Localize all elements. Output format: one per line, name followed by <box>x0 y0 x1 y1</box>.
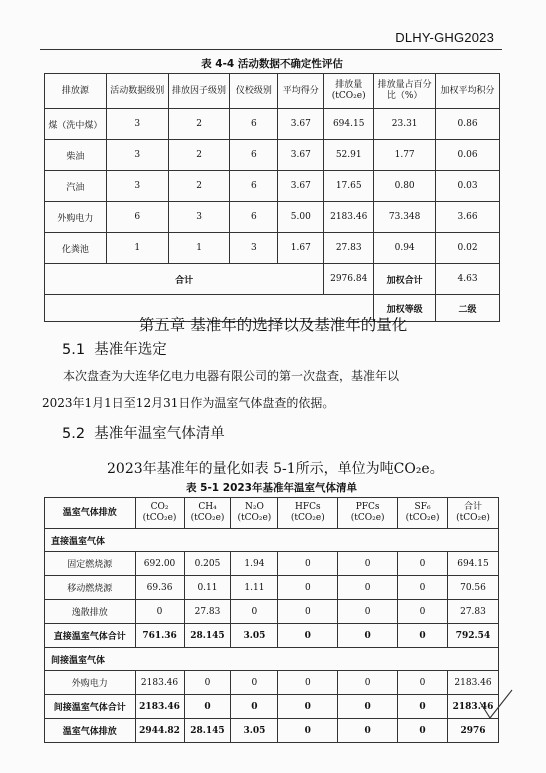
table-cell: 0 <box>278 624 338 648</box>
table-cell: 3 <box>106 109 168 140</box>
table-cell: 0 <box>398 671 448 695</box>
row-label: 外购电力 <box>45 671 136 695</box>
table-cell: 0.86 <box>436 109 500 140</box>
table-cell: 2 <box>168 109 230 140</box>
table-cell: 2183.46 <box>448 695 499 719</box>
table-cell: 3 <box>106 140 168 171</box>
table-row <box>45 109 500 140</box>
table2-corner: 温室气体排放 <box>45 498 136 529</box>
table-cell: 0 <box>338 624 398 648</box>
table-cell: 2 <box>168 140 230 171</box>
table-cell: 23.31 <box>374 109 436 140</box>
grade-value: 二级 <box>436 295 500 322</box>
table-cell: 煤（洗中煤） <box>45 109 107 140</box>
section-5-1-heading <box>62 338 167 359</box>
table-cell: 52.91 <box>324 140 374 171</box>
gas-header <box>231 498 278 529</box>
table-cell: 0 <box>278 695 338 719</box>
table-cell: 2944.82 <box>135 719 184 743</box>
table-cell: 3.67 <box>278 109 324 140</box>
chapter-title: 第五章 基准年的选择以及基准年的量化 <box>138 316 408 334</box>
table-cell: 1.94 <box>231 552 278 576</box>
table-cell: 2183.46 <box>448 671 499 695</box>
gas-unit: (tCO₂e) <box>142 513 177 523</box>
weighted-total-label: 加权合计 <box>374 264 436 295</box>
table-cell: 3 <box>106 171 168 202</box>
table-cell: 6 <box>230 109 278 140</box>
table-row <box>45 202 500 233</box>
table-cell: 0.205 <box>184 552 231 576</box>
table-cell: 3 <box>230 233 278 264</box>
row-label: 逸散排放 <box>45 600 136 624</box>
paragraph: 2023年基准年的量化如表 5-1所示，单位为吨CO₂e。 <box>107 461 444 477</box>
table-cell: 0 <box>398 576 448 600</box>
table-cell: 化粪池 <box>45 233 107 264</box>
indirect-section-label: 间接温室气体 <box>45 648 499 671</box>
total-value: 2976.84 <box>324 264 374 295</box>
section-title: 基准年选定 <box>94 342 167 358</box>
gas-name: CH₄ <box>198 502 217 512</box>
document-code: DLHY-GHG2023 <box>395 30 494 45</box>
table-cell: 694.15 <box>448 552 499 576</box>
gas-unit: (tCO₂e) <box>456 513 490 523</box>
gas-header <box>338 498 398 529</box>
table-cell: 6 <box>230 140 278 171</box>
table-cell: 2183.46 <box>135 695 184 719</box>
grade-label: 加权等级 <box>374 295 436 322</box>
gas-unit: (tCO₂e) <box>190 513 225 523</box>
table-cell: 3.05 <box>231 624 278 648</box>
table1-caption: 表 4-4 活动数据不确定性评估 <box>201 58 343 70</box>
table-cell: 3.67 <box>278 171 324 202</box>
table-cell: 73.348 <box>374 202 436 233</box>
direct-section-label: 直接温室气体 <box>45 529 499 552</box>
ghg-inventory-table <box>44 497 499 743</box>
table2-header-row <box>45 498 499 529</box>
table-cell: 0 <box>398 600 448 624</box>
row-label: 间接温室气体合计 <box>45 695 136 719</box>
paragraph-line: 2023年1月1日至12月31日作为温室气体盘查的依据。 <box>42 396 335 410</box>
table-cell: 0 <box>231 600 278 624</box>
table1-header-cell: 排放源 <box>45 74 107 109</box>
table-row <box>45 671 499 695</box>
table1-header-cell: 活动数据级别 <box>106 74 168 109</box>
table-cell: 3 <box>168 202 230 233</box>
table-cell: 0.80 <box>374 171 436 202</box>
table-cell: 0 <box>338 552 398 576</box>
table-cell: 17.65 <box>324 171 374 202</box>
indirect-total-row <box>45 695 499 719</box>
table-cell: 0 <box>135 600 184 624</box>
table1-total-row <box>45 264 500 295</box>
table-cell: 1.11 <box>231 576 278 600</box>
table-cell: 2183.46 <box>135 671 184 695</box>
table-cell: 0 <box>398 695 448 719</box>
table-cell: 0.02 <box>436 233 500 264</box>
table-cell: 2 <box>168 171 230 202</box>
gas-unit: (tCO₂e) <box>350 513 385 523</box>
row-label: 直接温室气体合计 <box>45 624 136 648</box>
table-cell: 0 <box>278 671 338 695</box>
table-cell: 0.06 <box>436 140 500 171</box>
table1-header-cell: 仪校级别 <box>230 74 278 109</box>
table1-header-cell: 排放因子级别 <box>168 74 230 109</box>
gas-unit: (tCO₂e) <box>405 513 440 523</box>
table-cell: 761.36 <box>135 624 184 648</box>
table-cell: 28.145 <box>184 719 231 743</box>
table-cell: 0 <box>398 719 448 743</box>
table-cell: 2976 <box>448 719 499 743</box>
table-cell: 69.36 <box>135 576 184 600</box>
table-row <box>45 233 500 264</box>
table1-header-cell: 排放量占百分比（%） <box>374 74 436 109</box>
table-row <box>45 140 500 171</box>
table-cell: 3.67 <box>278 140 324 171</box>
table-cell: 27.83 <box>448 600 499 624</box>
table-cell: 0.94 <box>374 233 436 264</box>
section-row <box>45 529 499 552</box>
table-cell: 2183.46 <box>324 202 374 233</box>
direct-total-row <box>45 624 499 648</box>
total-label: 合计 <box>45 264 324 295</box>
table-cell: 1 <box>106 233 168 264</box>
gas-header <box>184 498 231 529</box>
uncertainty-table <box>44 73 500 322</box>
section-title: 基准年温室气体清单 <box>94 426 225 442</box>
table1-header-row <box>45 74 500 109</box>
table-cell: 692.00 <box>135 552 184 576</box>
table-cell: 0 <box>338 600 398 624</box>
table-cell: 柴油 <box>45 140 107 171</box>
table-cell: 0 <box>184 671 231 695</box>
section-number: 5.1 <box>62 342 86 358</box>
table-cell: 0.03 <box>436 171 500 202</box>
table-cell: 0 <box>278 552 338 576</box>
table-cell: 28.145 <box>184 624 231 648</box>
table-cell: 3.66 <box>436 202 500 233</box>
table-cell: 5.00 <box>278 202 324 233</box>
table-cell: 1 <box>168 233 230 264</box>
table-row <box>45 171 500 202</box>
gas-header <box>278 498 338 529</box>
table-cell: 6 <box>106 202 168 233</box>
table-cell: 27.83 <box>324 233 374 264</box>
table-cell: 1.77 <box>374 140 436 171</box>
gas-name: CO₂ <box>150 502 169 512</box>
table-cell: 0 <box>338 719 398 743</box>
table-cell: 0 <box>338 576 398 600</box>
table-row <box>45 552 499 576</box>
gas-name: PFCs <box>355 502 380 512</box>
table-cell: 0.11 <box>184 576 231 600</box>
grand-total-row <box>45 719 499 743</box>
gas-unit: (tCO₂e) <box>290 513 325 523</box>
paragraph-line: 本次盘查为大连华亿电力电器有限公司的第一次盘查，基准年以 <box>63 369 400 383</box>
table-cell: 6 <box>230 171 278 202</box>
table-cell: 外购电力 <box>45 202 107 233</box>
table-cell: 0 <box>278 600 338 624</box>
table-cell: 0 <box>398 624 448 648</box>
table-row <box>45 576 499 600</box>
table-cell: 792.54 <box>448 624 499 648</box>
table-row <box>45 600 499 624</box>
table1-header-cell: 排放量(tCO₂e) <box>324 74 374 109</box>
table-cell: 汽油 <box>45 171 107 202</box>
table-cell: 0 <box>231 671 278 695</box>
table-cell: 70.56 <box>448 576 499 600</box>
table-cell: 0 <box>338 671 398 695</box>
row-label: 固定燃烧源 <box>45 552 136 576</box>
gas-header <box>135 498 184 529</box>
table-cell: 6 <box>230 202 278 233</box>
table-cell: 1.67 <box>278 233 324 264</box>
gas-header <box>398 498 448 529</box>
gas-name: 合计 <box>463 502 482 512</box>
section-row <box>45 648 499 671</box>
section-5-2-heading <box>62 422 225 443</box>
gas-unit: (tCO₂e) <box>237 513 272 523</box>
gas-name: SF₆ <box>414 502 431 512</box>
table-cell: 3.05 <box>231 719 278 743</box>
gas-name: N₂O <box>244 502 264 512</box>
header-rule <box>40 49 502 50</box>
table-cell: 694.15 <box>324 109 374 140</box>
row-label: 温室气体排放 <box>45 719 136 743</box>
row-label: 移动燃烧源 <box>45 576 136 600</box>
section-number: 5.2 <box>62 426 86 442</box>
gas-header <box>448 498 499 529</box>
weighted-total-value: 4.63 <box>436 264 500 295</box>
table-cell: 27.83 <box>184 600 231 624</box>
table-cell: 0 <box>338 695 398 719</box>
table1-header-cell: 平均得分 <box>278 74 324 109</box>
table-cell: 0 <box>184 695 231 719</box>
gas-name: HFCs <box>295 502 321 512</box>
table-cell: 0 <box>278 719 338 743</box>
table2-caption: 表 5-1 2023年基准年温室气体清单 <box>185 482 357 494</box>
table-cell: 0 <box>278 576 338 600</box>
checkmark-icon <box>478 688 514 724</box>
table-cell: 0 <box>398 552 448 576</box>
table-cell: 0 <box>231 695 278 719</box>
table1-header-cell: 加权平均积分 <box>436 74 500 109</box>
